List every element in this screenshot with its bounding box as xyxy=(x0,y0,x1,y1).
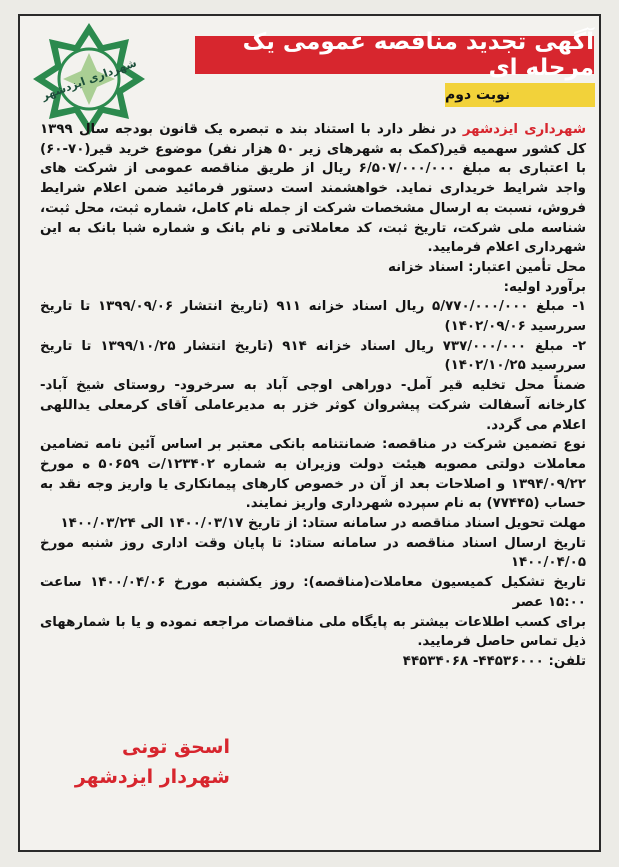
estimate-title: برآورد اولیه: xyxy=(503,279,586,295)
intro-text: در نظر دارد با استناد بند ه تبصره یک قانون بودجه سال ۱۳۹۹ کل کشور سهمیه قیر(کمک به شهرهای زیر ۵۰ هزار نفر) موضوع خرید قیر(۷۰-۶۰) با اعتباری به مبلغ ۶/۵۰۷/۰۰۰/۰۰۰ ریال از طریق مناقصه عمومی از شرکت های واجد شرایط خریداری نماید. خواهشمند است دستور فرمائید ضمن اعلام شرایط فروش، نسبت به ارسال مشخصات شرکت از جمله نام کامل، شماره ثبت، محل ثبت، شناسه ملی شرکت، تاریخ ثبت، کد معاملاتی و نام بانک و شماره شبا بانک به این شهرداری اعلام فرمایید. xyxy=(40,122,587,256)
intro-paragraph xyxy=(40,120,586,258)
deadline-paragraph: مهلت تحویل اسناد مناقصه در سامانه ستاد: از تاریخ ۱۴۰۰/۰۳/۱۷ الی ۱۴۰۰/۰۳/۲۴ xyxy=(60,516,586,532)
submission-paragraph: تاریخ ارسال اسناد مناقصه در سامانه ستاد: تا پایان وقت اداری روز شنبه مورخ ۱۴۰۰/۰۴/۰۵ xyxy=(40,535,586,571)
guarantee-paragraph: نوع تضمین شرکت در مناقصه: ضمانتنامه بانکی معتبر بر اساس آئین نامه تضامین معاملات دولتی مصوبه هیئت دولت وزیران به شماره ۱۲۳۴۰۲/ت ۵۰۶۵۹ ه مورخ ۱۳۹۴/۰۹/۲۲ و اصلاحات بعد از آن در خصوص کارهای پیمانکاری یا واریز وجه نقد به حساب (۷۷۴۴۵) به نام سپرده شهرداری واریز نمایند. xyxy=(40,437,586,512)
logo-text: شهرداری ایزدشهر xyxy=(39,55,139,103)
delivery-paragraph: ضمناً محل تخلیه قیر آمل- دوراهی اوجی آباد به سرخرود- روستای شیخ آباد- کارخانه آسفالت شرکت پیشروان کوثر خزر به مدیرعاملی آقای کرمعلی یداللهی اعلام می گردد. xyxy=(40,378,586,433)
funding-line: محل تأمین اعتبار: اسناد خزانه xyxy=(387,259,586,275)
signature-title: شهردار ایزدشهر xyxy=(74,766,230,788)
info-paragraph: برای کسب اطلاعات بیشتر به پایگاه ملی مناقصات مراجعه نموده و یا با شمارههای ذیل تماس حاصل فرمایید. xyxy=(40,614,586,650)
phone-line: تلفن: ۴۴۵۳۶۰۰۰- ۴۴۵۳۴۰۶۸ xyxy=(402,653,586,669)
ad-body xyxy=(40,120,586,672)
round-badge: نوبت دوم xyxy=(445,83,595,107)
page-title: آگهی تجدید مناقصه عمومی یک مرحله ای xyxy=(195,36,594,74)
commission-paragraph: تاریخ تشکیل کمیسیون معاملات(مناقصه): روز یکشنبه مورخ ۱۴۰۰/۰۴/۰۶ ساعت ۱۵:۰۰ عصر xyxy=(40,575,586,610)
org-name: شهرداری ایزدشهر xyxy=(462,122,586,137)
estimate-item-2: ۲- مبلغ ۷۳۷/۰۰۰/۰۰۰ ریال اسناد خزانه ۹۱۴ (تاریخ انتشار ۱۳۹۹/۱۰/۲۵ تا تاریخ سررسید ۱۴۰۲/۱۰/۲۵) xyxy=(40,338,587,374)
estimate-item-1: ۱- مبلغ ۵/۷۷۰/۰۰۰/۰۰۰ ریال اسناد خزانه ۹۱۱ (تاریخ انتشار ۱۳۹۹/۰۹/۰۶ تا تاریخ سررسید ۱۴۰۲/۰۹/۰۶) xyxy=(40,299,587,335)
signature-name: اسحق تونی xyxy=(121,736,230,758)
